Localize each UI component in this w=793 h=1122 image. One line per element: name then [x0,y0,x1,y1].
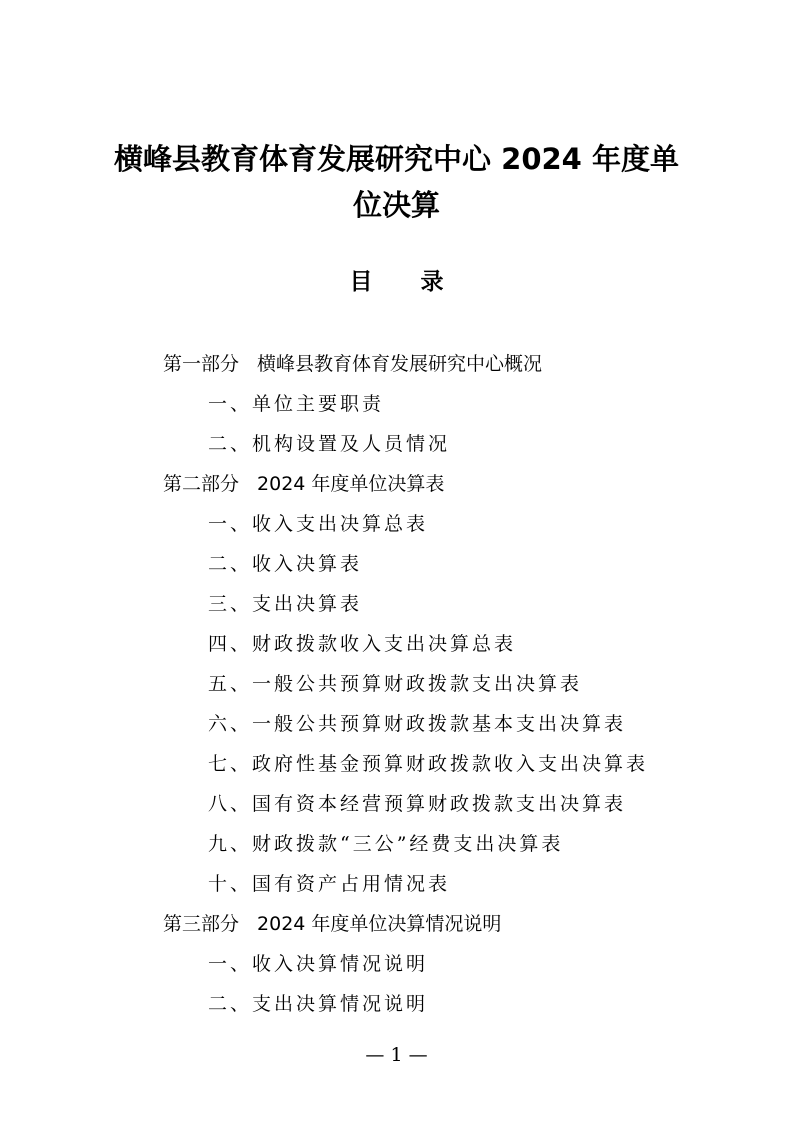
document-title [110,136,683,228]
toc-item: 二、机构设置及人员情况 [208,433,451,455]
toc-part-2-title: 2024 年度单位决算表 [257,473,445,495]
toc-item: 五、一般公共预算财政拨款支出决算表 [208,673,583,695]
toc-part-2-label: 第二部分 [163,473,240,495]
toc-item: 三、支出决算表 [208,593,363,615]
toc-item: 一、单位主要职责 [208,393,385,415]
toc-part-2 [163,464,444,504]
toc-item: 一、收入决算情况说明 [208,953,429,975]
toc-item: 四、财政拨款收入支出决算总表 [208,633,517,655]
toc-item: 一、收入支出决算总表 [208,513,429,535]
toc-heading-char-1: 目 [349,269,373,295]
toc-item: 七、政府性基金预算财政拨款收入支出决算表 [208,753,649,775]
toc-part-1 [163,344,542,384]
toc-heading [0,264,793,300]
toc-item: 十、国有资产占用情况表 [208,873,451,895]
toc-item: 六、一般公共预算财政拨款基本支出决算表 [208,713,627,735]
toc-item: 八、国有资本经营预算财政拨款支出决算表 [208,793,627,815]
toc-item: 二、收入决算表 [208,553,363,575]
document-title-line-1: 横峰县教育体育发展研究中心 2024 年度单 [114,142,679,176]
document-title-line-2: 位决算 [352,188,440,222]
toc-heading-char-2: 录 [420,269,444,295]
toc-part-1-title: 横峰县教育体育发展研究中心概况 [257,353,543,375]
toc-item: 九、财政拨款“三公”经费支出决算表 [208,833,564,855]
toc-part-3-label: 第三部分 [163,913,240,935]
toc-part-1-label: 第一部分 [163,353,240,375]
toc-item: 二、支出决算情况说明 [208,993,429,1015]
toc-part-3 [163,904,501,944]
page-number: — 1 — [365,1044,428,1066]
toc-part-3-title: 2024 年度单位决算情况说明 [257,913,502,935]
